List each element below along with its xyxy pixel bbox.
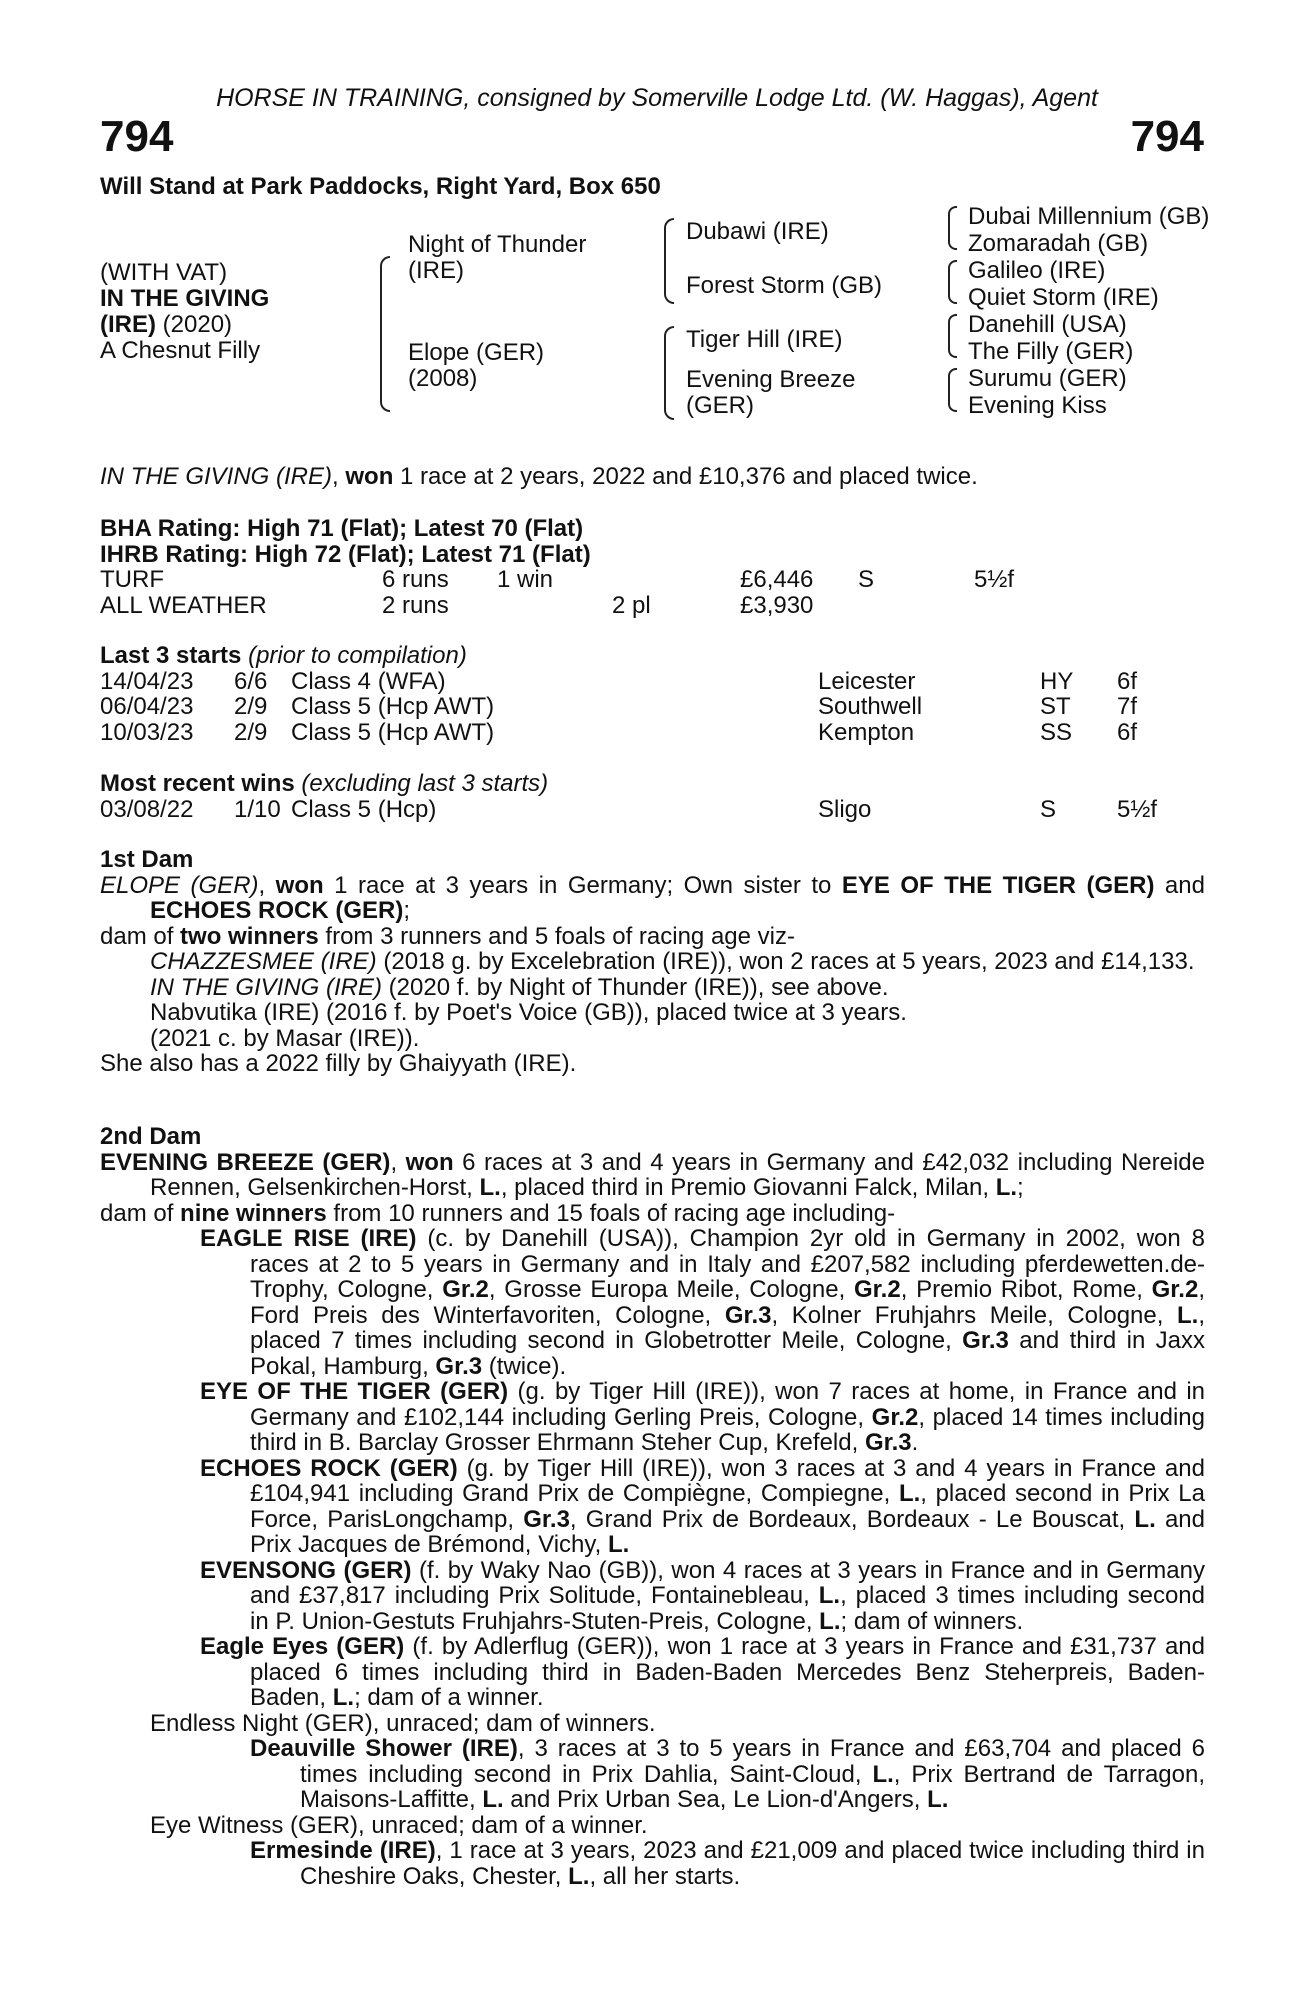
dam-won: won: [405, 1148, 454, 1176]
pedigree-gen3-2: Zomaradah (GB): [968, 230, 1149, 257]
dam-text: dam of: [100, 1199, 181, 1227]
produce-text: , Prix Bertrand de Tarragon, Maisons-Laffitte,: [300, 1760, 1205, 1813]
start-row: [100, 720, 1205, 746]
grade-label: L.: [568, 1862, 590, 1890]
start-date: 14/04/23: [100, 667, 194, 695]
grade-label: L.: [818, 1582, 841, 1609]
start-position: 6/6: [234, 667, 268, 695]
grade-label: Gr.3: [864, 1429, 912, 1456]
record-runs: 6 runs: [382, 566, 449, 593]
start-going: ST: [1040, 693, 1071, 720]
record-row-aw: [100, 593, 1205, 619]
produce-text: (2020 f. by Night of Thunder (IRE)), see above.: [382, 973, 889, 1001]
produce-name: Eagle Eyes (GER): [200, 1633, 405, 1660]
win-position: 1/10: [234, 795, 281, 823]
produce-text: and Prix Urban Sea, Le Lion-d'Angers,: [503, 1786, 928, 1813]
grade-label: L.: [872, 1760, 894, 1788]
produce-text: (g. by Tiger Hill (IRE)), won 3 races at 3 and 4 years in France and £104,941 including Grand Prix de Compiègne, Compiegne,: [250, 1454, 1205, 1507]
win-going: S: [1040, 795, 1057, 823]
pedigree-gen3-4: Quiet Storm (IRE): [968, 284, 1159, 311]
produce-entry-eye-witness: Eye Witness (GER), unraced; dam of a winner.: [150, 1811, 648, 1839]
produce-name: CHAZZESMEE (IRE): [150, 948, 377, 975]
last3-note: (prior to compilation): [241, 642, 467, 669]
produce-text: , placed second in Prix La Force, ParisLongchamp,: [250, 1480, 1206, 1533]
produce-text: (f. by Adlerflug (GER)), won 1 race at 3 years in France and £31,737 and placed 6 times including third in Baden-Baden Mercedes Benz Steherpreis, Baden-Baden,: [250, 1633, 1205, 1711]
start-position: 2/9: [234, 693, 268, 720]
produce-entry-deauville-shower: [100, 1736, 1205, 1813]
lot-number-left: 794: [100, 112, 174, 161]
pedigree-brace-sire: [664, 218, 674, 304]
produce-text: ; dam of a winner.: [354, 1684, 544, 1711]
dam-year: (2008): [408, 365, 478, 392]
start-going: SS: [1040, 718, 1073, 746]
produce-name: Deauville Shower (IRE): [250, 1735, 518, 1762]
horse-year: (2020): [156, 311, 233, 338]
start-date: 06/04/23: [100, 693, 194, 720]
produce-text: ; dam of winners.: [840, 1607, 1024, 1635]
grade-label: Gr.3: [435, 1352, 483, 1380]
dd-name: Evening Breeze: [686, 366, 856, 393]
recent-note: (excluding last 3 starts): [294, 770, 549, 797]
grade-label: Gr.3: [962, 1327, 1009, 1354]
record-prize: £3,930: [740, 591, 814, 619]
produce-text: and third in Jaxx Pokal, Hamburg,: [250, 1327, 1206, 1380]
start-class: Class 5 (Hcp AWT): [291, 718, 495, 746]
produce-name: Ermesinde (IRE): [250, 1837, 436, 1864]
grade-label: Gr.3: [523, 1505, 570, 1533]
start-row: [100, 669, 1205, 695]
produce-entry-echoes-rock: [100, 1456, 1205, 1558]
produce-text: (c. by Danehill (USA)), Champion 2yr old in Germany in 2002, won 8 races at 2 to 5 years in Germany and in Italy and £207,582 including pferdewetten.de-Trophy, Cologne,: [250, 1225, 1205, 1303]
dam-text: 6 races at 3 and 4 years in Germany and £42,032 including Nereide Rennen, Gelsenkirchen-Horst,: [150, 1148, 1205, 1201]
dam-text: dam of: [100, 922, 181, 950]
first-dam-record: ELOPE (GER), won 1 race at 3 years in Germany; Own sister to EYE OF THE TIGER (GER) and ECHOES ROCK (GER);: [100, 871, 1205, 924]
pedigree-brace-dam: [664, 326, 674, 420]
grade-label: L.: [995, 1174, 1018, 1201]
ratings-block: [100, 516, 1205, 618]
pedigree-gen3-8: Evening Kiss: [968, 392, 1107, 419]
pedigree-gen3-7: Surumu (GER): [968, 365, 1127, 392]
most-recent-wins: [100, 771, 1205, 822]
sire-country: (IRE): [408, 257, 464, 284]
dam-won: won: [275, 871, 324, 899]
sire-name: Night of Thunder: [408, 231, 587, 258]
produce-text: , placed 7 times including second in Globetrotter Meile, Cologne,: [250, 1301, 1205, 1354]
produce-text: (twice).: [482, 1352, 567, 1380]
record-row-turf: [100, 567, 1205, 593]
brace-sd: [948, 260, 957, 304]
pedigree-gen3-6: The Filly (GER): [968, 338, 1134, 365]
race-summary: IN THE GIVING (IRE), won 1 race at 2 years, 2022 and £10,376 and placed twice.: [100, 463, 978, 490]
start-course: Kempton: [818, 718, 915, 746]
record-runs: 2 runs: [382, 591, 449, 619]
pedigree-dam: [408, 340, 544, 392]
pedigree-sire-dam: Forest Storm (GB): [686, 272, 883, 299]
consignor-header: HORSE IN TRAINING, consigned by Somerville Lodge Ltd. (W. Haggas), Agent: [216, 84, 1098, 112]
record-surface: TURF: [100, 566, 164, 593]
produce-entry-eye-of-the-tiger: [100, 1379, 1205, 1456]
produce-name: EYE OF THE TIGER (GER): [200, 1378, 509, 1405]
produce-text: , 3 races at 3 to 5 years in France and £63,704 and placed 6 times including second in Prix Dahlia, Saint-Cloud,: [300, 1735, 1205, 1788]
grade-label: L.: [819, 1607, 841, 1635]
pedigree-brace-main: [380, 256, 390, 412]
record-wins: 1 win: [497, 566, 554, 593]
grade-label: L.: [1177, 1301, 1199, 1329]
grade-label: L.: [927, 1786, 949, 1813]
produce-text: , Ford Preis des Winterfavoriten, Cologne,: [250, 1276, 1205, 1329]
start-distance: 7f: [1117, 693, 1138, 720]
produce-entry-evensong: [100, 1558, 1205, 1635]
start-class: Class 5 (Hcp AWT): [291, 693, 495, 720]
start-course: Leicester: [818, 667, 916, 695]
dd-country: (GER): [686, 392, 754, 419]
vat-note: (WITH VAT): [100, 259, 228, 286]
pedigree-sire: [408, 232, 586, 284]
last3-title: Last 3 starts: [100, 642, 242, 669]
brace-ds: [948, 314, 957, 358]
summary-won: won: [345, 463, 394, 490]
produce-text: (2018 g. by Excelebration (IRE)), won 2 races at 5 years, 2023 and £14,133.: [376, 948, 1195, 975]
start-going: HY: [1040, 667, 1074, 695]
sibling-name: EYE OF THE TIGER (GER): [841, 871, 1155, 899]
produce-text: , Grand Prix de Bordeaux, Bordeaux - Le Bouscat,: [569, 1505, 1135, 1533]
produce-entry: [100, 975, 1205, 1001]
pedigree-gen3-5: Danehill (USA): [968, 311, 1127, 338]
horse-name-line2: [100, 312, 269, 338]
recent-title: Most recent wins: [100, 770, 295, 797]
horse-description: A Chesnut Filly: [100, 337, 261, 364]
produce-text: , placed 3 times including second in P. Union-Gestuts Fruhjahrs-Stuten-Preis, Cologne,: [250, 1582, 1205, 1635]
pedigree-gen3-3: Galileo (IRE): [968, 257, 1106, 284]
record-prize: £6,446: [740, 566, 814, 593]
produce-entry: [100, 949, 1205, 975]
win-row: [100, 797, 1205, 823]
ihrb-rating: IHRB Rating: High 72 (Flat); Latest 71 (Flat): [100, 540, 591, 568]
produce-entry: Nabvutika (IRE) (2016 f. by Poet's Voice (GB)), placed twice at 3 years.: [150, 999, 907, 1026]
start-date: 10/03/23: [100, 718, 194, 746]
second-dam-produce-summary: [100, 1201, 1205, 1227]
produce-entry-endless-night: Endless Night (GER), unraced; dam of winners.: [150, 1709, 656, 1737]
grade-label: Gr.3: [724, 1301, 772, 1329]
produce-entry: (2021 c. by Masar (IRE)).: [150, 1024, 420, 1052]
produce-name: IN THE GIVING (IRE): [150, 973, 383, 1001]
first-dam-heading: 1st Dam: [100, 846, 194, 873]
dam-text: from 10 runners and 15 foals of racing age including-: [326, 1199, 896, 1227]
win-distance: 5½f: [1117, 795, 1158, 823]
pedigree-dam-dam: [686, 367, 855, 419]
grade-label: L.: [479, 1174, 501, 1201]
dam-name: EVENING BREEZE (GER): [100, 1148, 391, 1176]
start-course: Southwell: [818, 693, 923, 720]
bha-rating: BHA Rating: High 71 (Flat); Latest 70 (Flat): [100, 515, 584, 542]
grade-label: Gr.2: [442, 1276, 489, 1303]
grade-label: Gr.2: [871, 1403, 919, 1431]
produce-name: ECHOES ROCK (GER): [200, 1454, 458, 1482]
win-class: Class 5 (Hcp): [291, 795, 437, 823]
first-dam-produce-summary: [100, 924, 1205, 950]
dam-text: ;: [1017, 1174, 1024, 1201]
summary-horse-name: IN THE GIVING (IRE): [100, 463, 333, 490]
record-going: S: [858, 566, 875, 593]
pedigree-gen3-1: Dubai Millennium (GB): [968, 203, 1210, 230]
pedigree-sire-sire: Dubawi (IRE): [686, 218, 829, 245]
start-distance: 6f: [1117, 718, 1138, 746]
first-dam-section: [100, 847, 1205, 1077]
dam-text: ;: [403, 897, 411, 924]
lot-number-right: 794: [1130, 112, 1204, 161]
sibling-name: ECHOES ROCK (GER): [150, 897, 404, 924]
win-course: Sligo: [818, 795, 872, 823]
dam-text: 1 race at 3 years in Germany; Own sister to: [323, 871, 842, 899]
second-dam-section: [100, 1124, 1205, 1889]
produce-text: and Prix Jacques de Brémond, Vichy,: [250, 1505, 1206, 1558]
brace-dd: [948, 368, 957, 412]
horse-name: IN THE GIVING: [100, 285, 270, 312]
grade-label: L.: [482, 1786, 504, 1813]
dam-name: ELOPE (GER): [100, 871, 259, 899]
second-dam-record: EVENING BREEZE (GER), won 6 races at 3 and 4 years in Germany and £42,032 including Nereide Rennen, Gelsenkirchen-Horst, L., placed third in Premio Giovanni Falck, Milan, L.;: [100, 1148, 1205, 1201]
dam-text: and: [1154, 871, 1205, 899]
horse-identity: [100, 260, 269, 364]
start-position: 2/9: [234, 718, 268, 746]
produce-text: , Grosse Europa Meile, Cologne,: [488, 1276, 854, 1303]
stand-location: Will Stand at Park Paddocks, Right Yard, Box 650: [100, 173, 661, 200]
pedigree-dam-sire: Tiger Hill (IRE): [686, 326, 843, 353]
grade-label: L.: [332, 1684, 355, 1711]
brace-ss: [948, 206, 957, 250]
produce-entry-eagle-eyes: [100, 1634, 1205, 1711]
produce-text: , placed 14 times including third in B. Barclay Grosser Ehrmann Steher Cup, Krefeld,: [250, 1403, 1205, 1456]
produce-text: , all her starts.: [589, 1862, 741, 1890]
record-placed: 2 pl: [612, 591, 651, 619]
winners-count: nine winners: [180, 1199, 327, 1227]
grade-label: L.: [1134, 1505, 1156, 1533]
record-distance: 5½f: [974, 566, 1015, 593]
second-dam-heading: 2nd Dam: [100, 1123, 202, 1150]
produce-name: EVENSONG (GER): [200, 1556, 412, 1584]
produce-text: (f. by Waky Nao (GB)), won 4 races at 3 years in France and in Germany and £37,817 including Prix Solitude, Fontainebleau,: [250, 1556, 1205, 1609]
produce-text: (g. by Tiger Hill (IRE)), won 7 races at home, in France and in Germany and £102,144 including Gerling Preis, Cologne,: [250, 1378, 1206, 1431]
horse-country: (IRE): [100, 311, 156, 338]
last-three-starts: [100, 643, 1205, 745]
produce-entry-eagle-rise: [100, 1226, 1205, 1379]
start-class: Class 4 (WFA): [291, 667, 446, 695]
produce-entry-ermesinde: [100, 1838, 1205, 1889]
dam-note: She also has a 2022 filly by Ghaiyyath (IRE).: [100, 1050, 577, 1077]
grade-label: Gr.2: [853, 1276, 901, 1303]
start-distance: 6f: [1117, 667, 1138, 695]
produce-text: , Premio Ribot, Rome,: [900, 1276, 1152, 1303]
produce-text: , 1 race at 3 years, 2023 and £21,009 and placed twice including third in Cheshire Oaks, Chester,: [300, 1837, 1205, 1890]
dam-text: , placed third in Premio Giovanni Falck, Milan,: [500, 1174, 996, 1201]
produce-text: , Kolner Fruhjahrs Meile, Cologne,: [771, 1301, 1177, 1329]
dam-name: Elope (GER): [408, 339, 545, 366]
grade-label: L.: [898, 1480, 921, 1507]
summary-text: 1 race at 2 years, 2022 and £10,376 and placed twice.: [393, 463, 978, 490]
grade-label: Gr.2: [1151, 1276, 1199, 1303]
record-surface: ALL WEATHER: [100, 591, 267, 619]
grade-label: L.: [607, 1531, 630, 1558]
dam-text: from 3 runners and 5 foals of racing age viz-: [318, 922, 795, 950]
winners-count: two winners: [180, 922, 319, 950]
produce-name: EAGLE RISE (IRE): [200, 1225, 417, 1252]
win-date: 03/08/22: [100, 795, 194, 823]
produce-text: .: [911, 1429, 919, 1456]
start-row: [100, 694, 1205, 720]
